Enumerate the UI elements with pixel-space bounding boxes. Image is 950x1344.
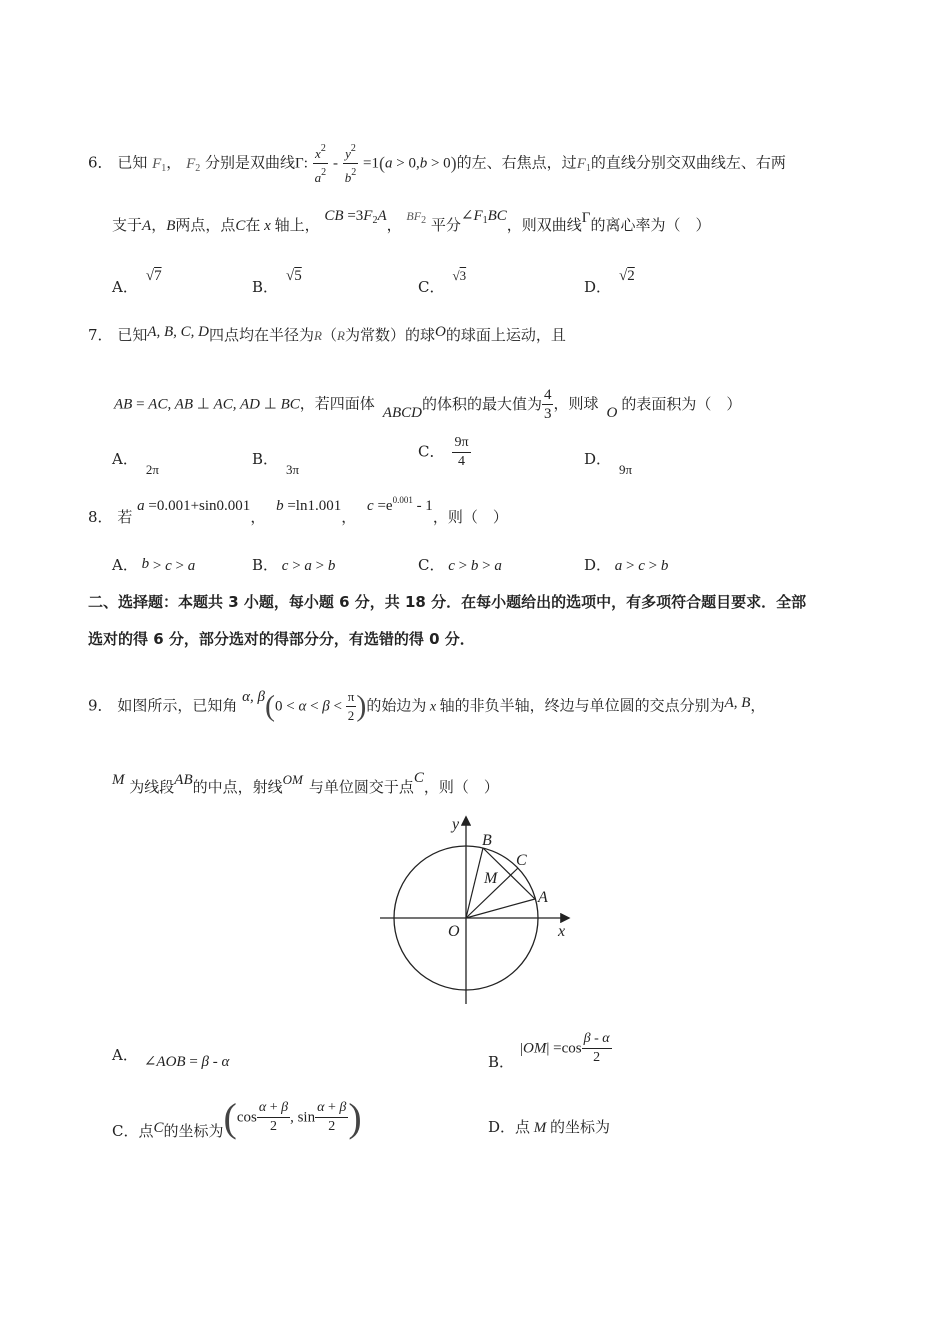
q9-text: 的中点，射线 (192, 778, 283, 796)
q9-option-a[interactable]: A． ∠AOB = β - α (112, 1046, 230, 1070)
q7-text: 四点均在半径为 (209, 326, 315, 344)
option-label: C． (418, 556, 445, 574)
q7-line2: AB = AC, AB ⊥ AC, AD ⊥ BC，若四面体 ABCD的体积的最大值为 $\frac{4}{3}$ ，则球 O 的表面积为（ ） (114, 387, 742, 422)
option-text: 的坐标为 (550, 1118, 611, 1136)
q6-text: 已知 (117, 153, 148, 172)
option-value: 9π (452, 434, 470, 453)
option-value: 3 (459, 268, 467, 283)
q7-option-a[interactable] (112, 448, 159, 477)
q6-text: 平分 (430, 216, 461, 234)
q9-line2: M 为线段AB的中点，射线OM 与单位圆交于点C，则（ ） (112, 770, 499, 796)
q6-text: 轴上， (274, 216, 320, 234)
q7-number: 7． (88, 326, 113, 344)
option-text: 的坐标为 (163, 1121, 224, 1140)
option-value: 3π (286, 462, 300, 477)
q8-number: 8． (88, 508, 113, 526)
q9-text: ，则（ ） (423, 778, 499, 796)
q7-text: ，若四面体 (299, 394, 375, 413)
option-label: D．点 (488, 1118, 531, 1136)
option-label: B． (252, 556, 279, 574)
q6-text: 的直线分别交双曲线左、右两 (590, 153, 786, 172)
q9-text: 的始边为 (366, 696, 427, 715)
option-value: 9π (619, 462, 633, 477)
q6-option-c[interactable]: C．√3 (418, 268, 467, 296)
option-label: D． (584, 278, 612, 296)
q9-option-c[interactable]: C．点C的坐标为(cos $\frac{\alpha + \beta}{2}$ , sin $\frac{\alpha + \beta}{2}$ ) (112, 1095, 362, 1140)
q8-option-a[interactable]: A． b > c > a (112, 556, 196, 574)
q8-option-d[interactable]: D． a > c > b (584, 556, 669, 574)
option-label: D． (584, 450, 612, 468)
ray-ob (466, 848, 483, 918)
q6-text: 分别是双曲线 (205, 153, 296, 172)
q6-line1: 6． 已知 $F_1$， $F_2$ 分别是双曲线Γ: $\frac{x^2}{a^2}$ - $\frac{y^2}{b^2}$ =1(a > 0,b > 0)的左、右焦点，过$F_1$的直线分别交双曲线左、右两 (88, 140, 786, 187)
label-o: O (448, 923, 460, 940)
q6-option-d[interactable]: D．√2 (584, 268, 635, 296)
q6-text: ，则双曲线 (506, 216, 582, 234)
q7-text: 的表面积为（ ） (621, 394, 742, 413)
q7-option-b[interactable] (252, 448, 300, 477)
option-value: 5 (294, 268, 302, 284)
q6-text: 在 (245, 216, 261, 234)
option-label: A． (112, 450, 138, 468)
option-label: C． (418, 278, 445, 296)
q6-number: 6． (88, 153, 113, 172)
option-value: 2 (627, 268, 635, 284)
q6-text: 支于 (112, 216, 143, 234)
option-value: 7 (154, 268, 162, 284)
unit-circle-figure (370, 812, 580, 1012)
label-y: y (452, 816, 460, 833)
option-label: B． (488, 1052, 515, 1071)
q6-option-a[interactable]: A．√7 (112, 268, 162, 296)
q6-option-b[interactable]: B．√5 (252, 268, 302, 296)
label-x: x (558, 923, 566, 940)
option-value: 2π (145, 462, 159, 477)
q9-option-d[interactable]: D．点 M 的坐标为 (488, 1118, 611, 1136)
q7-option-c[interactable]: C． $\frac{9\pi}{4}$ (418, 435, 469, 469)
q8-text: ，则（ ） (432, 508, 508, 526)
q9-line1: 9． 如图所示，已知角 α, β(0 < α < β < $\frac{\pi}{2}$ )的始边为 x 轴的非负半轴，终边与单位圆的交点分别为A, B， (88, 688, 766, 723)
q7-text: 的球面上运动，且 (445, 326, 566, 344)
q8-text: 若 (117, 508, 133, 526)
q9-number: 9． (88, 696, 113, 715)
section-2-heading: 二、选择题：本题共 3 小题，每小题 6 分，共 18 分．在每小题给出的选项中，有多项符合题目要求．全部 (88, 593, 807, 611)
q7-text: 的体积的最大值为 (421, 394, 542, 413)
q7-line1: 7． 已知A, B, C, D四点均在半径为R（R为常数）的球O的球面上运动，且 (88, 324, 566, 344)
q8-line1: 8． 若 a =0.001+sin0.001， b =ln1.001， $c =e^{0.001} - 1$，则（ ） (88, 495, 508, 526)
q9-text: 为线段 (129, 778, 175, 796)
label-m: M (484, 870, 498, 887)
q6-line2: 支于A，B两点，点C在 x 轴上， CB $=3F_2A$， $^{BF_2}$ 平分$\angle F_1BC$，则双曲线Γ的离心率为（ ） (112, 208, 711, 234)
q6-text: 的离心率为（ ） (590, 216, 711, 234)
q7-option-d[interactable] (584, 448, 633, 477)
q7-text: （ (321, 326, 337, 344)
option-label: C．点 (112, 1121, 154, 1140)
q6-text: 的左、右焦点，过 (456, 153, 577, 172)
section-2-heading-line2: 选对的得 6 分，部分选对的得部分分，有选错的得 0 分． (88, 630, 475, 648)
q8-option-c[interactable]: C． c > b > a (418, 556, 502, 574)
q9-text: 如图所示，已知角 (117, 696, 238, 715)
label-b: B (482, 832, 492, 849)
option-label: B． (252, 450, 279, 468)
label-a: A (538, 889, 548, 906)
q7-text: 已知 (117, 326, 148, 344)
option-label: C． (418, 442, 445, 461)
label-c: C (516, 852, 527, 869)
q9-text: 与单位圆交于点 (308, 778, 414, 796)
option-label: A． (112, 1046, 138, 1064)
q9-text: 轴的非负半轴，终边与单位圆的交点分别为 (439, 696, 725, 715)
option-label: B． (252, 278, 279, 296)
q7-text: ，则球 (553, 394, 599, 413)
q8-option-b[interactable]: B． c > a > b (252, 556, 336, 574)
option-label: A． (112, 556, 138, 574)
option-label: A． (112, 278, 138, 296)
option-label: D． (584, 556, 612, 574)
q7-text: 为常数）的球 (344, 326, 435, 344)
q9-option-b[interactable]: B．|OM| =cos $\frac{\beta - \alpha}{2}$ (488, 1031, 610, 1071)
q6-text: 两点，点 (175, 216, 236, 234)
